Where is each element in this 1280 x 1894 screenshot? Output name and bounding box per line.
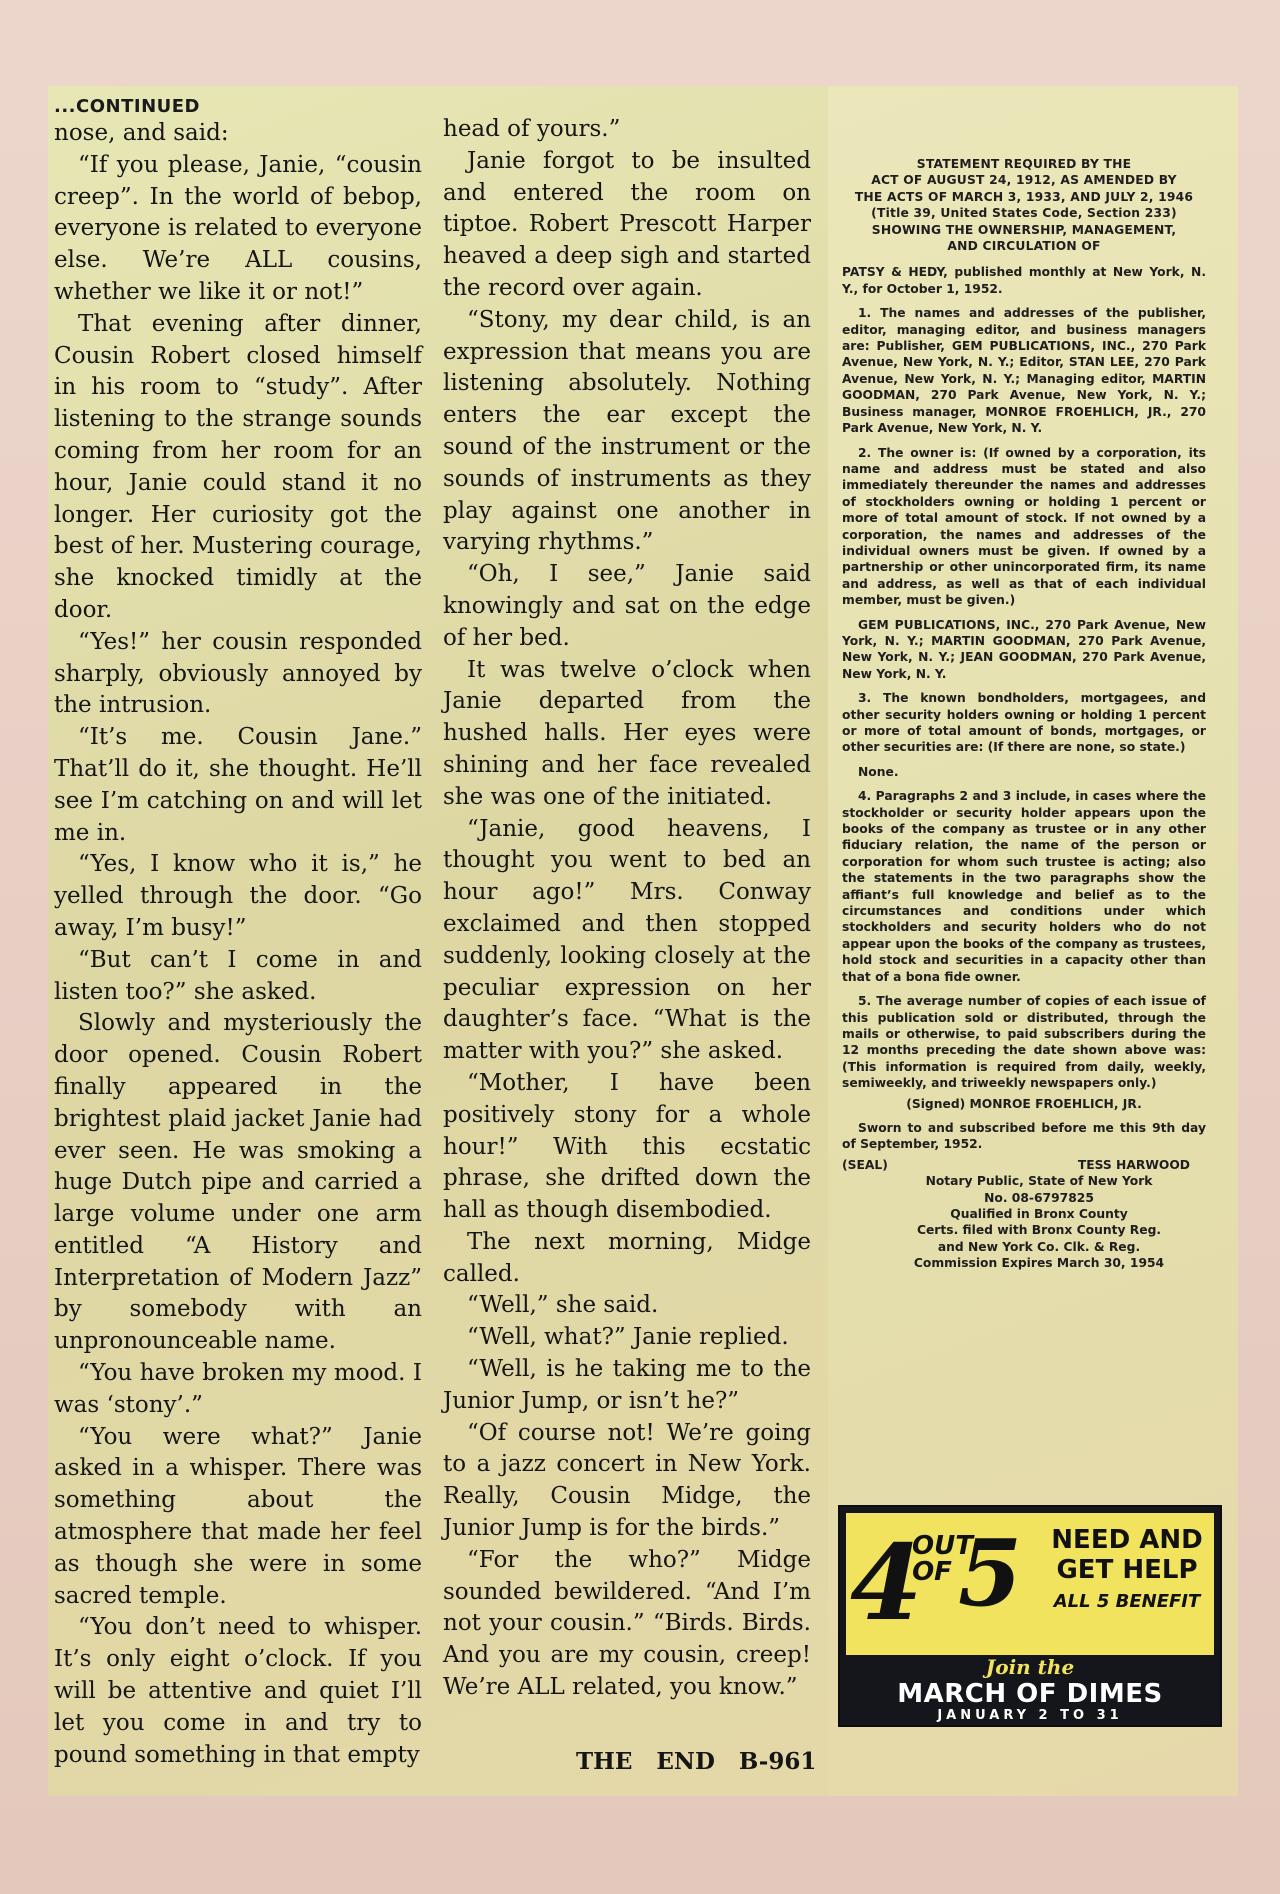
statement-heading: [842, 156, 1206, 254]
ad-headline-line: NEED AND: [1051, 1525, 1203, 1555]
signature-line: (Signed) MONROE FROEHLICH, JR.: [906, 1096, 1142, 1111]
statement-item: 2. The owner is: (If owned by a corporation, its name and address must be stated and also immediately thereunder the names and addresses of stockholders owning or holding 1 percent or more of total amount of stock. If not owned by a corporation, the names and addresses of the individual owners must be given. If owned by a partnership or other unincorporated firm, its name and address, as well as that of each individual member, must be given.): [842, 445, 1206, 608]
statement-heading-line: SHOWING THE OWNERSHIP, MANAGEMENT,: [871, 222, 1177, 237]
ad-number-four: 4: [850, 1521, 923, 1644]
notary-block: [842, 1173, 1206, 1271]
statement-heading-line: AND CIRCULATION OF: [947, 239, 1101, 254]
story-paragraph: “You don’t need to whisper. It’s only eight o’clock. If you will be attentive and quiet I’ll let you come in and try to pound something in that empty: [54, 1614, 422, 1768]
notary-name: TESS HARWOOD: [1077, 1157, 1190, 1172]
sworn-statement: Sworn to and subscribed before me this 9th day of September, 1952.: [842, 1120, 1206, 1152]
statement-heading-line: (Title 39, United States Code, Section 233): [871, 206, 1177, 221]
story-paragraph: “Mother, I have been positively stony for a whole hour!” With this ecstatic phrase, she drifted down the hall as though disembodied.: [443, 1069, 811, 1224]
story-paragraph: Janie forgot to be insulted and entered the room on tiptoe. Robert Prescott Harper heaved a deep sigh and started the record over again.: [443, 147, 811, 301]
notary-line: Commission Expires March 30, 1954: [913, 1256, 1165, 1271]
story-footer: [576, 1748, 816, 1775]
story-paragraph: “If you please, Janie, “cousin creep”. In the world of bebop, everyone is related to everyone else. We’re ALL cousins, whether we like it or not!”: [54, 151, 422, 305]
ad-headline: [1042, 1525, 1212, 1585]
story-paragraph: “But can’t I come in and listen too?” she asked.: [54, 946, 422, 1005]
ad-out-word: OUT: [912, 1531, 973, 1561]
story-paragraph: “Well, is he taking me to the Junior Jump, or isn’t he?”: [443, 1356, 811, 1414]
notary-line: No. 08-6797825: [984, 1190, 1094, 1205]
statement-item: 5. The average number of copies of each issue of this publication sold or distributed, through the mails or otherwise, to paid subscribers during the 12 months preceding the date shown above was: (This information is required from daily, weekly, semiweekly, and triweekly newspapers only.): [842, 994, 1206, 1091]
statement-item: GEM PUBLICATIONS, INC., 270 Park Avenue, New York, N. Y.; MARTIN GOODMAN, 270 Park Avenue, New York, N. Y.; JEAN GOODMAN, 270 Park Avenue, New York, N. Y.: [842, 617, 1206, 681]
story-paragraph: The next morning, Midge called.: [443, 1228, 811, 1287]
ad-join-text: Join the: [985, 1655, 1075, 1679]
statement-item: None.: [858, 764, 899, 779]
story-paragraph: head of yours.”: [443, 116, 621, 142]
march-of-dimes-ad: [838, 1505, 1222, 1727]
story-paragraph: “It’s me. Cousin Jane.” That’ll do it, she thought. He’ll see I’m catching on and will let me in.: [54, 724, 422, 846]
ad-number-five: 5: [958, 1519, 1023, 1627]
statement-heading-line: STATEMENT REQUIRED BY THE: [916, 157, 1132, 171]
story-paragraph: “Well, what?” Janie replied.: [467, 1324, 789, 1351]
seal-label: (SEAL): [842, 1157, 888, 1172]
story-column-2: [443, 114, 811, 1704]
statement-item: 4. Paragraphs 2 and 3 include, in cases where the stockholder or security holder appears upon the books of the company as trustee or in any other fiduciary relation, the name of the person or corporation for whom such trustee is acting; also the statements in the two paragraphs show the affiant’s full knowledge and belief as to the circumstances and conditions under which stockholders and security holders who do not appear upon the books of the company as trustees, hold stock and securities in a capacity other than that of a bona fide owner.: [842, 789, 1206, 984]
continued-label: ...CONTINUED: [54, 96, 200, 117]
story-paragraph: That evening after dinner, Cousin Robert closed himself in his room to “study”. After listening to the strange sounds coming from her room for an hour, Janie could stand it no longer. Her curiosity got the best of her. Mustering courage, she knocked timidly at the door.: [54, 310, 422, 623]
story-paragraph: “Well,” she said.: [467, 1292, 659, 1319]
ad-march-of-dimes: MARCH OF DIMES: [897, 1679, 1163, 1709]
ad-of-word: OF: [912, 1557, 952, 1587]
ad-yellow-banner: [846, 1513, 1214, 1655]
ad-headline-line: GET HELP: [1056, 1555, 1198, 1585]
story-paragraph: “You were what?” Janie asked in a whisper. There was something about the atmosphere that made her feel as though she were in some sacred temple.: [54, 1423, 422, 1609]
story-paragraph: “Oh, I see,” Janie said knowingly and sat on the edge of her bed.: [443, 561, 811, 651]
story-paragraph: “Stony, my dear child, is an expression that means you are listening absolutely. Nothing enters the ear except the sound of the instrument or the sounds of instruments as they play against one another in varying rhythms.”: [443, 306, 811, 556]
ad-dates: JANUARY 2 TO 31: [937, 1708, 1123, 1723]
statement-heading-line: ACT OF AUGUST 24, 1912, AS AMENDED BY: [871, 173, 1177, 188]
story-paragraph: “You have broken my mood. I was ‘stony’.”: [54, 1360, 422, 1418]
story-paragraph: Slowly and mysteriously the door opened. Cousin Robert finally appeared in the brightest plaid jacket Janie had ever seen. He was smoking a huge Dutch pipe and carried a large volume under one arm entitled “A History and Interpretation of Modern Jazz” by somebody with an unpronounceable name.: [54, 1010, 422, 1355]
seal-row: [842, 1157, 1206, 1173]
story-paragraph: “Yes, I know who it is,” he yelled through the door. “Go away, I’m busy!”: [54, 851, 422, 941]
notary-line: and New York Co. Clk. & Reg.: [937, 1239, 1141, 1254]
ad-out-of: [912, 1531, 973, 1587]
story-paragraph: “Yes!” her cousin responded sharply, obviously annoyed by the intrusion.: [54, 628, 422, 719]
story-column-1: [54, 96, 422, 1771]
story-paragraph: “For the who?” Midge sounded bewildered. “And I’m not your cousin.” “Birds. Birds. And you are my cousin, creep! We’re ALL related, you know.”: [443, 1546, 811, 1701]
notary-line: Certs. filed with Bronx County Reg.: [916, 1223, 1162, 1238]
statement-intro: PATSY & HEDY, published monthly at New York, N. Y., for October 1, 1952.: [842, 265, 1206, 296]
statement-heading-line: THE ACTS OF MARCH 3, 1933, AND JULY 2, 1946: [854, 189, 1194, 204]
statement-item: 1. The names and addresses of the publisher, editor, managing editor, and business managers are: Publisher, GEM PUBLICATIONS, INC., 270 Park Avenue, New York, N. Y.; Editor, STAN LEE, 270 Park Avenue, New York, N. Y.; Managing editor, MARTIN GOODMAN, 270 Park Avenue, New York, N. Y.; Business manager, MONROE FROEHLICH, JR., 270 Park Avenue, New York, N. Y.: [842, 306, 1206, 436]
story-paragraph: “Janie, good heavens, I thought you went to bed an hour ago!” Mrs. Conway exclaimed and then stopped suddenly, looking closely at the peculiar expression on her daughter’s face. “What is the matter with you?” she asked.: [443, 815, 811, 1065]
page-code: B-961: [738, 1748, 817, 1775]
ad-benefit-line: ALL 5 BENEFIT: [1053, 1591, 1201, 1612]
notary-line: Notary Public, State of New York: [925, 1174, 1153, 1189]
ownership-statement: [842, 156, 1206, 1272]
story-paragraph: nose, and said:: [54, 120, 229, 146]
statement-item: 3. The known bondholders, mortgagees, and other security holders owning or holding 1 percent or more of total amount of bonds, mortgages, or other securities are: (If there are none, so state.): [842, 691, 1206, 755]
story-paragraph: It was twelve o’clock when Janie departed from the hushed halls. Her eyes were shining and her face revealed she was one of the initiated.: [443, 656, 811, 810]
notary-line: Qualified in Bronx County: [950, 1206, 1128, 1221]
the-end-label: THE END: [576, 1748, 715, 1775]
story-paragraph: “Of course not! We’re going to a jazz concert in New York. Really, Cousin Midge, the Junior Jump is for the birds.”: [443, 1419, 811, 1542]
